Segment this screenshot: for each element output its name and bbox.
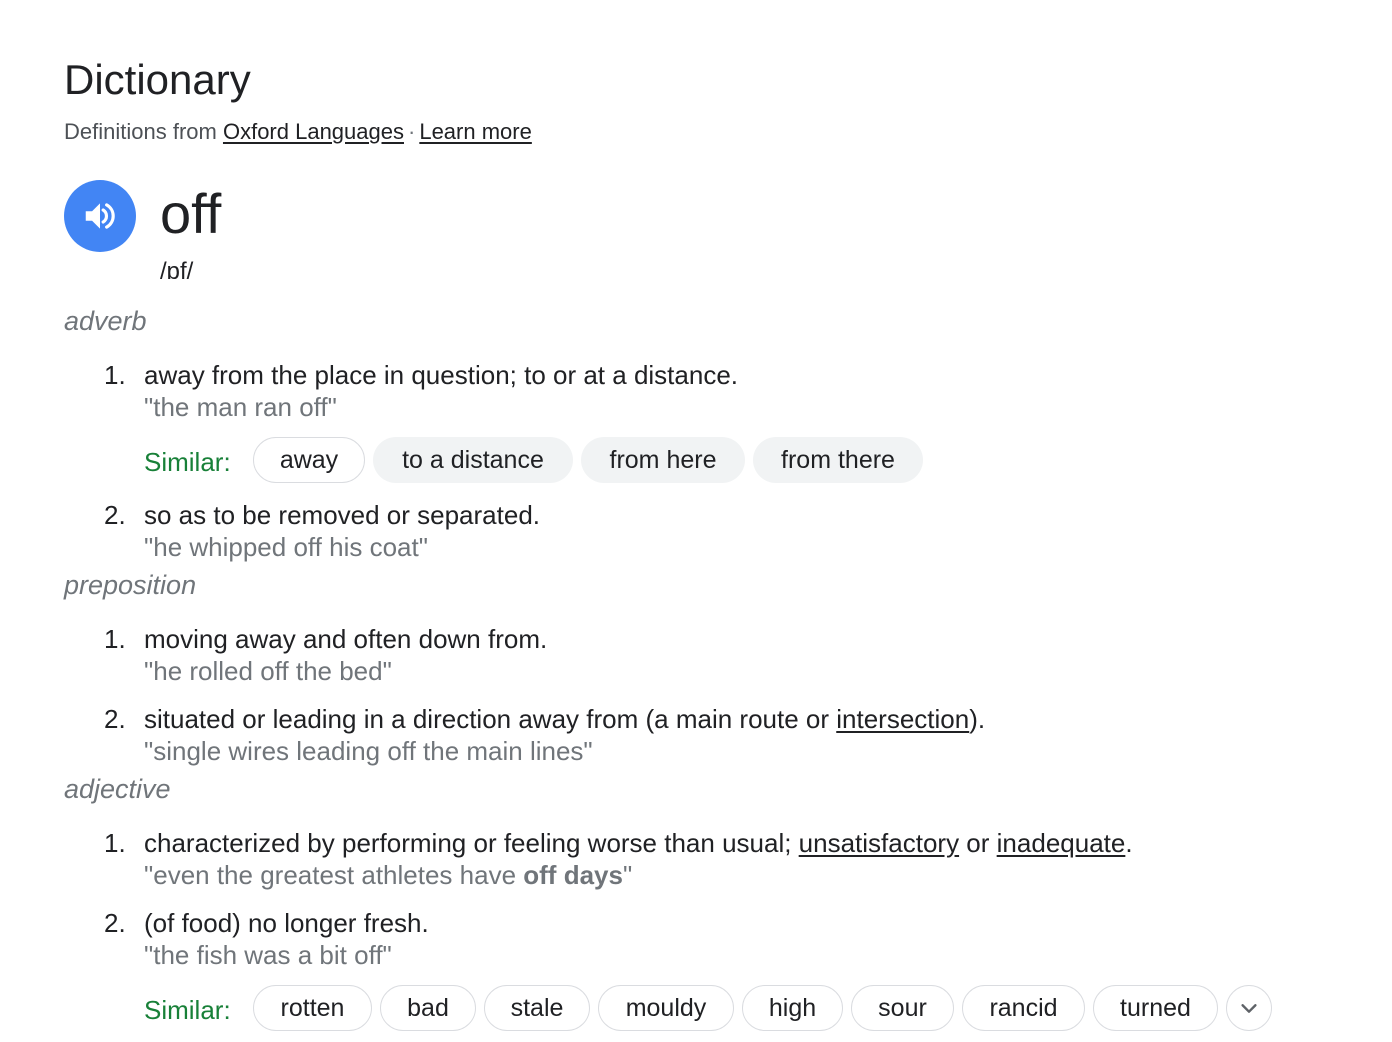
definition-text: . xyxy=(1125,828,1133,858)
part-of-speech-adverb: adverb xyxy=(64,306,147,336)
similar-chip-rotten[interactable]: rotten xyxy=(253,985,372,1031)
chevron-down-icon xyxy=(1238,997,1260,1019)
similar-chip-turned[interactable]: turned xyxy=(1093,985,1218,1031)
definition-text: ). xyxy=(969,704,986,734)
sense-example: "the man ran off" xyxy=(144,392,337,422)
sense-example: "he rolled off the bed" xyxy=(144,656,392,686)
similar-chip-from-here[interactable]: from here xyxy=(581,437,745,483)
pronunciation-button[interactable] xyxy=(64,180,136,252)
similar-chip-stale[interactable]: stale xyxy=(484,985,590,1031)
sense-number: 1. xyxy=(104,624,126,654)
similar-chip-from-there[interactable]: from there xyxy=(753,437,923,483)
oxford-languages-link[interactable]: Oxford Languages xyxy=(222,119,404,144)
phonetic-spelling: /ɒf/ xyxy=(160,258,194,285)
sense-definition xyxy=(144,703,985,735)
sense-example: "the fish was a bit off" xyxy=(144,940,392,970)
similar-chip-high[interactable]: high xyxy=(742,985,843,1031)
headword: off xyxy=(160,182,222,245)
sense-definition: away from the place in question; to or at a distance. xyxy=(144,360,739,390)
similar-chip-bad[interactable]: bad xyxy=(380,985,476,1031)
similar-label: Similar: xyxy=(144,447,231,477)
sense-number: 2. xyxy=(104,704,126,734)
example-text: " xyxy=(622,860,633,890)
definition-text: situated or leading in a direction away from (a main route or xyxy=(144,704,837,734)
similar-chip-mouldy[interactable]: mouldy xyxy=(598,985,734,1031)
similar-label: Similar: xyxy=(144,995,231,1025)
sense-definition: moving away and often down from. xyxy=(144,624,548,654)
part-of-speech-adjective: adjective xyxy=(64,774,171,804)
unsatisfactory-link[interactable]: unsatisfactory xyxy=(798,828,960,858)
sense-example: "single wires leading off the main lines" xyxy=(144,736,593,766)
sense-number: 1. xyxy=(104,360,126,390)
similar-chip-to-a-distance[interactable]: to a distance xyxy=(373,437,573,483)
sense-definition xyxy=(144,827,1133,859)
source-prefix: Definitions from xyxy=(64,119,217,144)
dictionary-title: Dictionary xyxy=(64,56,251,103)
sense-number: 2. xyxy=(104,500,126,530)
sense-number: 1. xyxy=(104,828,126,858)
sense-example: "he whipped off his coat" xyxy=(144,532,428,562)
similar-chip-away[interactable]: away xyxy=(253,437,365,483)
similar-chip-rancid[interactable]: rancid xyxy=(962,985,1085,1031)
example-highlight: off days xyxy=(523,860,623,890)
similar-chip-sour[interactable]: sour xyxy=(851,985,954,1031)
sense-definition: (of food) no longer fresh. xyxy=(144,908,429,938)
sense-number: 2. xyxy=(104,908,126,938)
show-more-similar-button[interactable] xyxy=(1226,985,1272,1031)
definition-text: characterized by performing or feeling worse than usual; xyxy=(144,828,799,858)
sense-definition: so as to be removed or separated. xyxy=(144,500,541,530)
source-separator: · xyxy=(408,119,416,144)
example-text: "even the greatest athletes have xyxy=(144,860,524,890)
inadequate-link[interactable]: inadequate xyxy=(996,828,1126,858)
sense-example xyxy=(144,859,632,891)
speaker-icon xyxy=(81,197,119,235)
intersection-link[interactable]: intersection xyxy=(836,704,970,734)
part-of-speech-preposition: preposition xyxy=(64,570,197,600)
definition-text: or xyxy=(959,828,997,858)
learn-more-link[interactable]: Learn more xyxy=(419,119,532,144)
definitions-source xyxy=(64,117,532,147)
